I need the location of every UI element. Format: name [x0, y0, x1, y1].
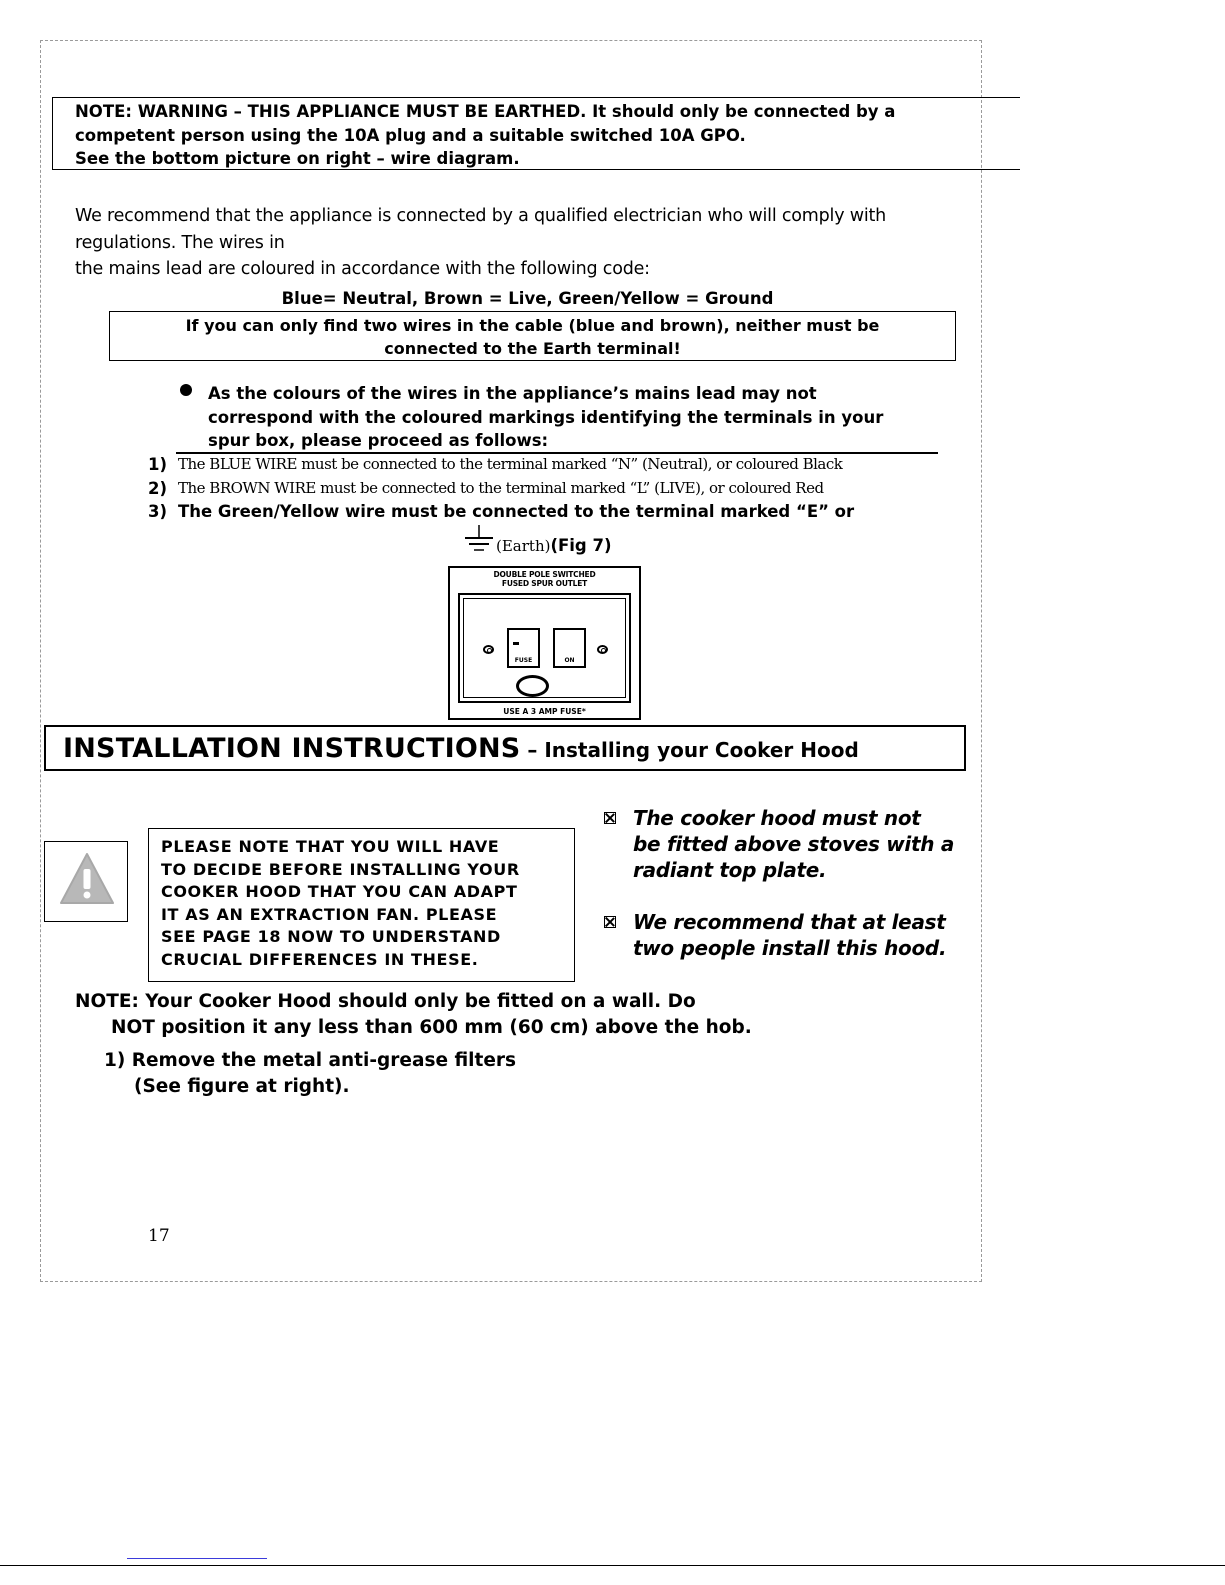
step-number: 3) [148, 502, 168, 521]
checkbox-note-line: We recommend that at least [633, 910, 946, 934]
remove-step-line: 1) Remove the metal anti-grease filters [104, 1050, 517, 1071]
bullet-line: spur box, please proceed as follows: [208, 431, 549, 450]
wall-note-line: NOTE: Your Cooker Hood should only be fitted on a wall. Do [75, 991, 696, 1012]
step-text: The BLUE WIRE must be connected to the terminal marked “N” (Neutral), or coloured Black [178, 455, 843, 473]
warning-triangle-icon [45, 842, 129, 923]
please-note-line: IT AS AN EXTRACTION FAN. PLEASE [161, 904, 498, 924]
wall-note-line: NOT position it any less than 600 mm (60 cm) above the hob. [111, 1017, 752, 1038]
fig-label: (Fig 7) [550, 536, 612, 555]
section-title: INSTALLATION INSTRUCTIONS [63, 733, 521, 764]
earth-line [462, 525, 612, 557]
please-note-line: CRUCIAL DIFFERENCES IN THESE. [161, 949, 479, 969]
on-switch [553, 628, 586, 668]
x-box-icon [604, 812, 616, 824]
fuse-label: FUSE [514, 657, 533, 664]
intro-line: regulations. The wires in [75, 232, 285, 253]
two-wires-line: connected to the Earth terminal! [384, 339, 681, 358]
step-text: The BROWN WIRE must be connected to the terminal marked “L” (LIVE), or coloured Red [178, 479, 824, 497]
bullet-underline [176, 452, 938, 454]
spur-footer: USE A 3 AMP FUSE* [503, 707, 586, 716]
please-note-line: PLEASE NOTE THAT YOU WILL HAVE [161, 837, 500, 856]
spur-title-line: FUSED SPUR OUTLET [501, 579, 588, 588]
section-subtitle: – Installing your Cooker Hood [520, 738, 859, 762]
section-heading [63, 733, 859, 764]
indicator-lamp-icon [516, 675, 549, 697]
bullet-dot-icon [180, 384, 192, 396]
link-underline [127, 1558, 267, 1559]
bullet-line: correspond with the coloured markings identifying the terminals in your [208, 407, 884, 427]
bullet-text [208, 382, 943, 453]
screw-icon [483, 645, 494, 654]
spur-outlet-diagram [448, 566, 641, 720]
checkbox-note-line: radiant top plate. [633, 858, 827, 882]
earth-ground-icon [462, 525, 496, 555]
intro-line: the mains lead are coloured in accordance with the following code: [75, 259, 650, 279]
remove-step-line: (See figure at right). [134, 1076, 350, 1097]
intro-paragraph [75, 203, 985, 283]
spur-faceplate [458, 593, 631, 703]
please-note-line: COOKER HOOD THAT YOU CAN ADAPT [161, 882, 518, 901]
checkbox-note-line: two people install this hood. [633, 936, 947, 960]
intro-line: We recommend that the appliance is connected by a qualified electrician who will comply with [75, 206, 887, 226]
step-number: 1) [148, 455, 168, 474]
warning-line: NOTE: WARNING – THIS APPLIANCE MUST BE EARTHED. It should only be connected by a [75, 102, 896, 121]
two-wires-line: If you can only find two wires in the cable (blue and brown), neither must be [185, 316, 880, 335]
two-wires-note-box [109, 311, 956, 361]
on-label: ON [564, 657, 575, 664]
bullet-line: As the colours of the wires in the appliance’s mains lead may not [208, 384, 817, 403]
warning-text [75, 100, 995, 171]
spur-title-line: DOUBLE POLE SWITCHED [493, 570, 596, 579]
please-note-line: TO DECIDE BEFORE INSTALLING YOUR [161, 859, 520, 879]
checkbox-note [633, 909, 963, 961]
spur-title [450, 570, 639, 588]
wall-note [75, 989, 975, 1041]
step-text: The Green/Yellow wire must be connected to the terminal marked “E” or [178, 502, 855, 521]
please-note-line: SEE PAGE 18 NOW TO UNDERSTAND [161, 927, 501, 946]
warning-line: See the bottom picture on right – wire diagram. [75, 149, 520, 168]
checkbox-note [633, 805, 963, 883]
checkbox-note-line: The cooker hood must not [633, 806, 921, 830]
earth-label: (Earth) [496, 537, 551, 555]
step-number: 2) [148, 479, 168, 498]
remove-filters-step [104, 1048, 704, 1100]
bottom-rule [0, 1565, 1225, 1566]
x-box-icon [604, 916, 616, 928]
screw-icon [597, 645, 608, 654]
warning-line: competent person using the 10A plug and a suitable switched 10A GPO. [75, 125, 746, 145]
checkbox-note-line: be fitted above stoves with a [633, 832, 955, 856]
caution-box [44, 841, 128, 922]
please-note-text [161, 836, 571, 971]
color-code-line: Blue= Neutral, Brown = Live, Green/Yellow = Ground [281, 289, 774, 308]
fuse-switch [507, 628, 540, 668]
page-number: 17 [148, 1226, 170, 1246]
